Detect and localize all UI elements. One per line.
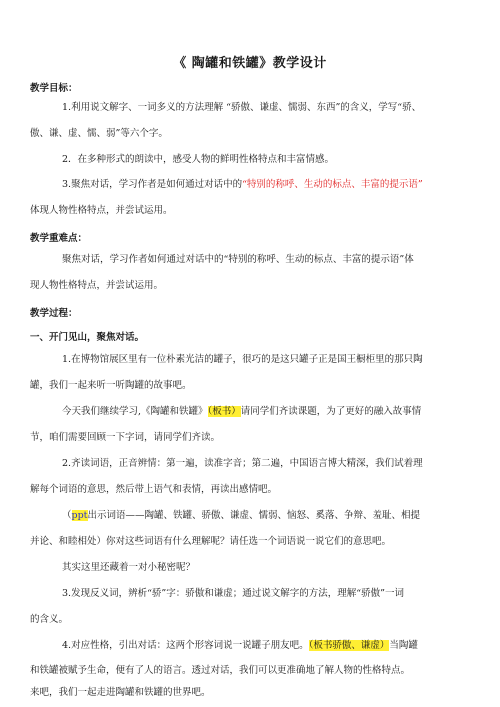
goals-heading: 教学目标： bbox=[30, 83, 78, 94]
blackboard-tag-2: （板书骄傲、谦虚） bbox=[308, 640, 390, 651]
paragraph-1-line-2: 罐，我们一起来听一听陶罐的故事吧。 bbox=[30, 380, 192, 391]
blackboard-tag: （板书） bbox=[207, 406, 241, 417]
paragraph-7-line-2: 和铁罐被赋予生命，便有了人的语言。透过对话，我们可以更准确地了解人物的性格特点。 bbox=[30, 665, 411, 676]
process-heading: 教学过程： bbox=[30, 308, 78, 319]
goal-3-red-emphasis: “特别的称呼、生动的标点、丰富的提示语” bbox=[242, 179, 423, 190]
paragraph-2-text: 今天我们继续学习,《陶罐和铁罐》 bbox=[62, 406, 208, 417]
paragraph-4-line-2: 并论、和睦相处）你对这些词语有什么理解呢？请任选一个词语说一说它们的意思吧。 bbox=[30, 536, 392, 547]
paragraph-3-line-1: 2.齐读词语，正音辨情：第一遍，读准字音；第二遍，中国语言博大精深，我们试着理 bbox=[62, 458, 423, 469]
key-points-heading: 教学重难点： bbox=[30, 233, 88, 244]
paragraph-7-line-3: 来吧，我们一起走进陶罐和铁罐的世界吧。 bbox=[30, 687, 211, 698]
paragraph-6-line-2: 的含义。 bbox=[30, 614, 69, 625]
goal-3-text: 3.聚焦对话，学习作者是如何通过对话中的 bbox=[62, 179, 243, 190]
key-points-line-2: 现人物性格特点，并尝试运用。 bbox=[30, 280, 164, 291]
paragraph-7-text-cont: 当陶罐 bbox=[389, 640, 418, 651]
paragraph-4-text: 出示词语——陶罐、铁罐、骄傲、谦虚、懦弱、恼怒、奚落、争辩、羞耻、相提 bbox=[87, 510, 421, 521]
section-1-heading: 一、开门见山，聚焦对话。 bbox=[30, 332, 145, 343]
paragraph-2-line-2: 节，咱们需要回顾一下字词，请同学们齐读。 bbox=[30, 432, 221, 443]
goal-3-line-1 bbox=[62, 178, 423, 191]
paragraph-2-line-1 bbox=[62, 405, 421, 418]
paragraph-7-line-1 bbox=[62, 639, 418, 652]
ppt-tag: ppt bbox=[71, 510, 88, 521]
paragraph-1-line-1: 1.在博物馆展区里有一位朴素光洁的罐子，很巧的是这只罐子正是国王橱柜里的那只陶 bbox=[62, 354, 423, 365]
document-title: 《 陶罐和铁罐》教学设计 bbox=[173, 56, 327, 71]
paragraph-3-line-2: 解每个词语的意思，然后带上语气和表情，再读出感情吧。 bbox=[30, 484, 278, 495]
paragraph-2-text-cont: 请同学们齐读课题，为了更好的融入故事情 bbox=[240, 406, 422, 417]
goal-2: 2．在多种形式的朗读中，感受人物的鲜明性格特点和丰富情感。 bbox=[62, 154, 335, 165]
goal-1-line-2: 傲、谦、虚、懦、弱”等六个字。 bbox=[30, 128, 168, 139]
paragraph-6-line-1: 3.发现反义词，辨析“骄”字：骄傲和谦虚；通过说文解字的方法，理解“骄傲”一词 bbox=[62, 588, 404, 599]
goal-1-line-1: 1.利用说文解字、一词多义的方法理解 “骄傲、谦虚、懦弱、东西”的含义，学写“骄、 bbox=[62, 102, 422, 113]
paragraph-4-line-1 bbox=[62, 509, 420, 522]
key-points-line-1: 聚焦对话，学习作者如何通过对话中的“特别的称呼、生动的标点、丰富的提示语”体 bbox=[62, 254, 414, 265]
paragraph-7-text: 4.对应性格，引出对话：这两个形容词说一说罐子朋友吧。 bbox=[62, 640, 309, 651]
goal-3-line-2: 体现人物性格特点，并尝试运用。 bbox=[30, 205, 173, 216]
paragraph-4-open-paren: （ bbox=[62, 510, 72, 521]
paragraph-5: 其实这里还藏着一对小秘密呢？ bbox=[62, 562, 196, 573]
